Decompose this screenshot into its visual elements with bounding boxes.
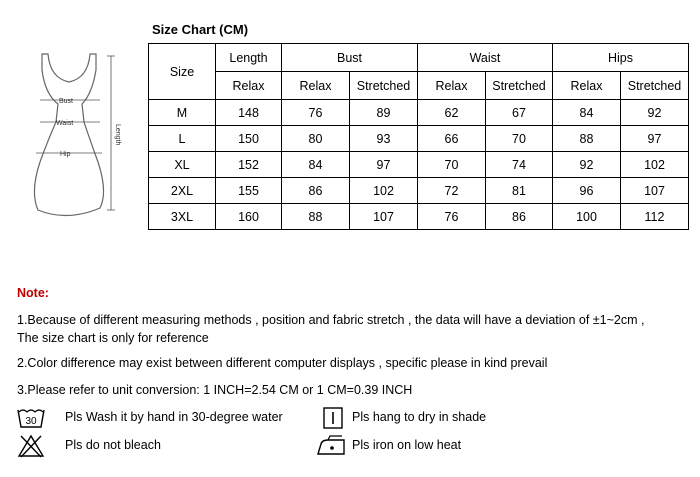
value-cell: 93 [350, 126, 418, 152]
value-cell: 107 [350, 204, 418, 230]
diagram-length-label: Length [114, 124, 121, 146]
value-cell: 74 [486, 152, 553, 178]
dress-outline [34, 54, 103, 216]
value-cell: 72 [418, 178, 486, 204]
value-cell: 152 [216, 152, 282, 178]
wash-temperature: 30 [25, 416, 37, 427]
note-1 [17, 311, 687, 347]
subheader-cell: Stretched [486, 72, 553, 100]
table-row [149, 204, 689, 230]
hand-wash-icon [17, 406, 45, 430]
value-cell: 97 [621, 126, 689, 152]
value-cell: 160 [216, 204, 282, 230]
value-cell: 67 [486, 100, 553, 126]
table-row [149, 178, 689, 204]
note-1-line-1: 1.Because of different measuring methods , position and fabric stretch , the data will have a deviation of ±1~2cm , [17, 313, 645, 327]
note-3: 3.Please refer to unit conversion: 1 INCH=2.54 CM or 1 CM=0.39 INCH [17, 383, 413, 397]
hips-header: Hips [553, 44, 689, 72]
note-label: Note: [17, 286, 49, 300]
no-bleach-icon [17, 434, 45, 458]
note-2: 2.Color difference may exist between different computer displays , specific please in kind prevail [17, 356, 548, 370]
value-cell: 76 [282, 100, 350, 126]
value-cell: 86 [486, 204, 553, 230]
hang-dry-icon [322, 406, 344, 430]
value-cell: 100 [553, 204, 621, 230]
bleach-instruction: Pls do not bleach [65, 438, 161, 452]
value-cell: 88 [282, 204, 350, 230]
value-cell: 84 [553, 100, 621, 126]
value-cell: 148 [216, 100, 282, 126]
table-row [149, 152, 689, 178]
dress-diagram [12, 52, 132, 222]
subheader-cell: Relax [282, 72, 350, 100]
value-cell: 70 [486, 126, 553, 152]
value-cell: 76 [418, 204, 486, 230]
hang-instruction: Pls hang to dry in shade [352, 410, 487, 424]
value-cell: 81 [486, 178, 553, 204]
value-cell: 70 [418, 152, 486, 178]
subheader-cell: Relax [418, 72, 486, 100]
value-cell: 80 [282, 126, 350, 152]
size-cell: 3XL [149, 204, 216, 230]
bust-header: Bust [282, 44, 418, 72]
size-cell: 2XL [149, 178, 216, 204]
diagram-bust-label: Bust [59, 98, 74, 105]
subheader-cell: Stretched [350, 72, 418, 100]
subheader-cell: Relax [553, 72, 621, 100]
value-cell: 112 [621, 204, 689, 230]
value-cell: 150 [216, 126, 282, 152]
waist-header: Waist [418, 44, 553, 72]
value-cell: 66 [418, 126, 486, 152]
value-cell: 86 [282, 178, 350, 204]
value-cell: 102 [621, 152, 689, 178]
note-1-line-2: The size chart is only for reference [17, 331, 209, 345]
subheader-cell: Stretched [621, 72, 689, 100]
size-header: Size [149, 44, 216, 100]
table-row [149, 126, 689, 152]
subheader-cell: Relax [216, 72, 282, 100]
value-cell: 155 [216, 178, 282, 204]
size-cell: L [149, 126, 216, 152]
value-cell: 102 [350, 178, 418, 204]
diagram-waist-label: Waist [56, 120, 74, 127]
size-chart-title: Size Chart (CM) [152, 22, 249, 37]
diagram-hip-label: Hip [60, 151, 71, 158]
iron-low-heat-icon [316, 434, 348, 458]
length-header: Length [216, 44, 282, 72]
value-cell: 84 [282, 152, 350, 178]
wash-instruction: Pls Wash it by hand in 30-degree water [65, 410, 283, 424]
size-cell: XL [149, 152, 216, 178]
size-cell: M [149, 100, 216, 126]
size-table [148, 43, 689, 230]
table-subheader-row [149, 72, 689, 100]
table-header-row [149, 44, 689, 72]
value-cell: 92 [553, 152, 621, 178]
value-cell: 96 [553, 178, 621, 204]
value-cell: 88 [553, 126, 621, 152]
iron-instruction: Pls iron on low heat [352, 438, 462, 452]
value-cell: 92 [621, 100, 689, 126]
value-cell: 97 [350, 152, 418, 178]
value-cell: 62 [418, 100, 486, 126]
table-row [149, 100, 689, 126]
value-cell: 107 [621, 178, 689, 204]
value-cell: 89 [350, 100, 418, 126]
